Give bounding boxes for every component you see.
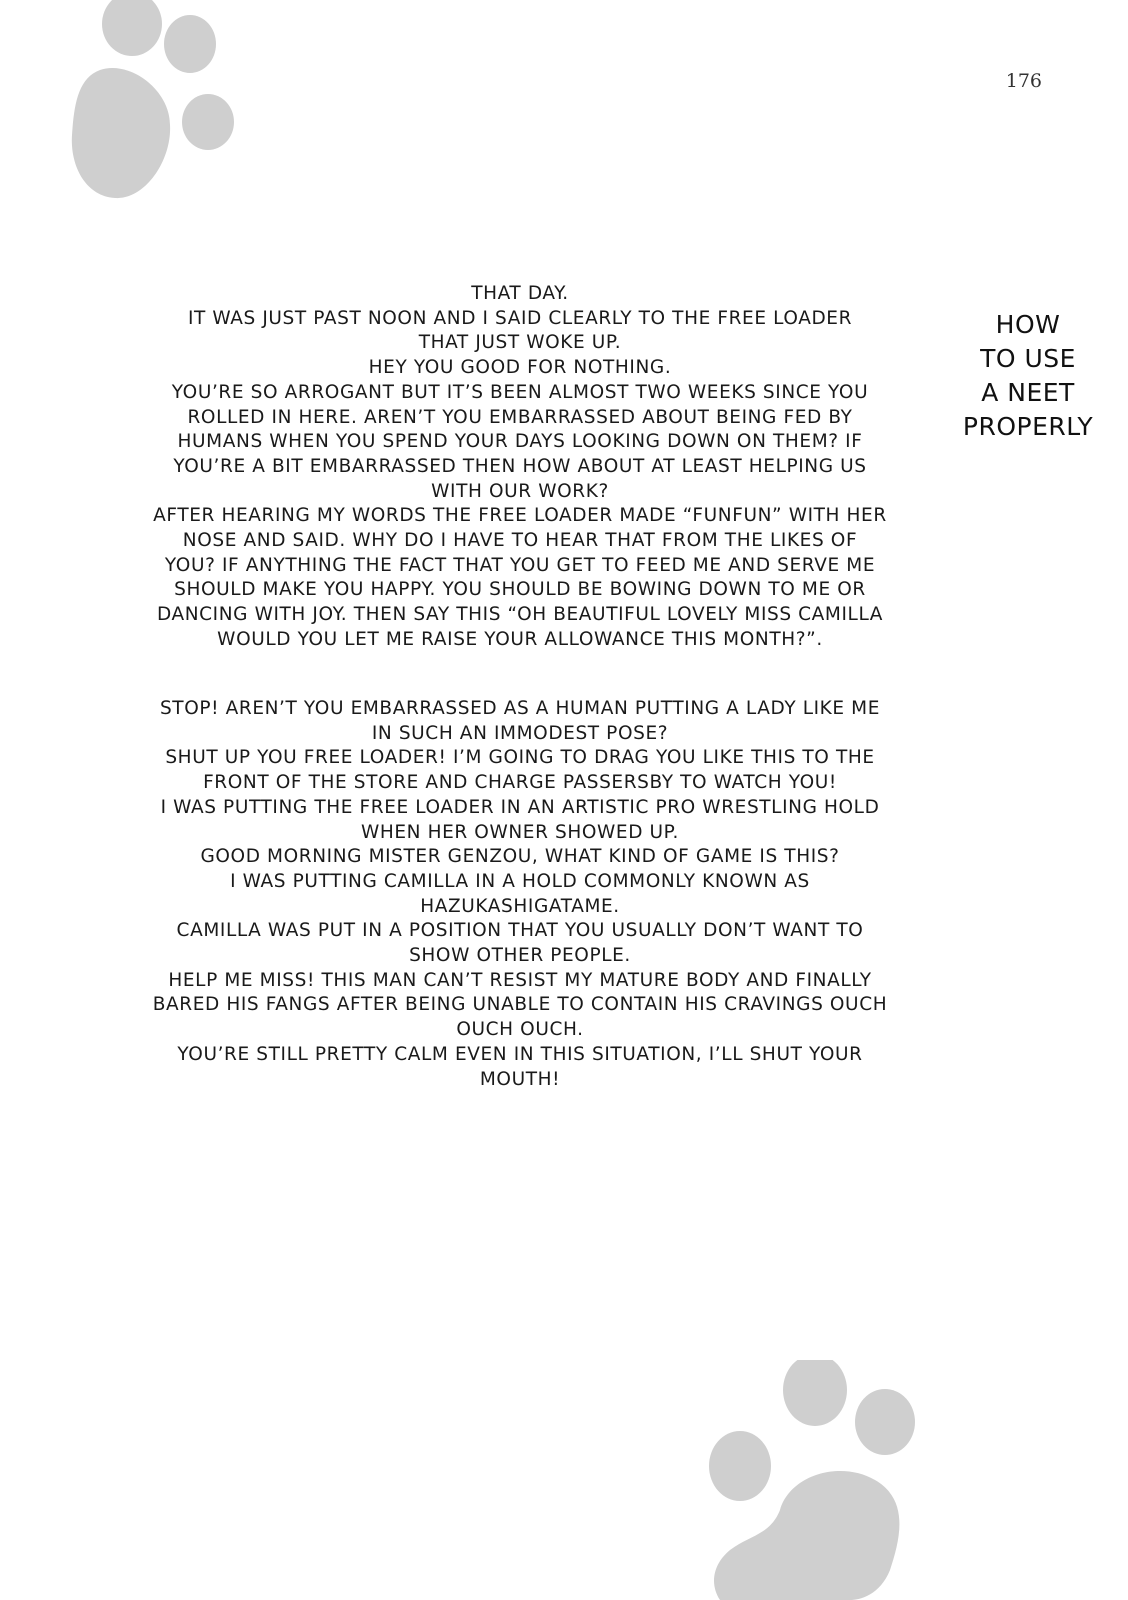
text-line: HAZUKASHIGATAME. bbox=[420, 895, 620, 917]
side-title-line: TO USE bbox=[980, 344, 1076, 373]
text-line: CAMILLA WAS PUT IN A POSITION THAT YOU USUALLY DON’T WANT TO bbox=[176, 920, 864, 942]
text-line: AFTER HEARING MY WORDS THE FREE LOADER MADE “FUNFUN” WITH HER bbox=[153, 505, 887, 527]
text-line: I WAS PUTTING THE FREE LOADER IN AN ARTISTIC PRO WRESTLING HOLD bbox=[160, 796, 880, 818]
text-line: WITH OUR WORK? bbox=[431, 480, 609, 502]
text-line: MOUTH! bbox=[479, 1068, 561, 1090]
side-title-line: HOW bbox=[995, 310, 1061, 339]
text-line: SHOW OTHER PEOPLE. bbox=[409, 945, 631, 967]
text-line: SHUT UP YOU FREE LOADER! I’M GOING TO DRAG YOU LIKE THIS TO THE bbox=[165, 747, 875, 769]
paw-toe-1 bbox=[102, 0, 162, 56]
text-line: IT WAS JUST PAST NOON AND I SAID CLEARLY TO THE FREE LOADER bbox=[187, 307, 853, 329]
text-line: WHEN HER OWNER SHOWED UP. bbox=[360, 821, 680, 843]
paw-toe-2 bbox=[164, 15, 216, 73]
text-line: HELP ME MISS! THIS MAN CAN’T RESIST MY MATURE BODY AND FINALLY bbox=[168, 969, 872, 991]
text-line: SHOULD MAKE YOU HAPPY. YOU SHOULD BE BOWING DOWN TO ME OR bbox=[174, 579, 866, 601]
text-line: OUCH OUCH. bbox=[456, 1019, 584, 1041]
paw-toe-3 bbox=[182, 94, 234, 150]
text-line: YOU’RE SO ARROGANT BUT IT’S BEEN ALMOST TWO WEEKS SINCE YOU bbox=[171, 381, 869, 403]
paw-toe-2 bbox=[855, 1389, 915, 1455]
text-line: THAT JUST WOKE UP. bbox=[418, 332, 622, 354]
side-title-line: PROPERLY bbox=[962, 412, 1094, 441]
text-line: YOU? IF ANYTHING THE FACT THAT YOU GET TO FEED ME AND SERVE ME bbox=[164, 554, 876, 576]
text-line: STOP! AREN’T YOU EMBARRASSED AS A HUMAN PUTTING A LADY LIKE ME bbox=[159, 698, 881, 719]
story-paragraph-1 bbox=[110, 282, 930, 653]
paw-toe-3 bbox=[709, 1431, 771, 1501]
paw-toe-1 bbox=[783, 1360, 847, 1426]
text-line: GOOD MORNING MISTER GENZOU, WHAT KIND OF GAME IS THIS? bbox=[200, 846, 840, 868]
text-line: IN SUCH AN IMMODEST POSE? bbox=[371, 722, 669, 744]
text-line: YOU’RE A BIT EMBARRASSED THEN HOW ABOUT AT LEAST HELPING US bbox=[173, 455, 867, 477]
side-title-line: A NEET bbox=[981, 378, 1075, 407]
text-line: FRONT OF THE STORE AND CHARGE PASSERSBY TO WATCH YOU! bbox=[203, 772, 837, 794]
text-line: I WAS PUTTING CAMILLA IN A HOLD COMMONLY KNOWN AS bbox=[230, 870, 810, 892]
paw-print-icon bbox=[700, 1360, 1128, 1600]
side-title bbox=[948, 308, 1108, 444]
text-line: BARED HIS FANGS AFTER BEING UNABLE TO CONTAIN HIS CRAVINGS OUCH bbox=[152, 994, 888, 1016]
text-line: WOULD YOU LET ME RAISE YOUR ALLOWANCE THIS MONTH?”. bbox=[217, 628, 823, 650]
page-number: 176 bbox=[1005, 70, 1042, 92]
text-line: YOU’RE STILL PRETTY CALM EVEN IN THIS SITUATION, I’LL SHUT YOUR bbox=[177, 1043, 863, 1065]
text-line: DANCING WITH JOY. THEN SAY THIS “OH BEAUTIFUL LOVELY MISS CAMILLA bbox=[156, 604, 884, 626]
text-line: ROLLED IN HERE. AREN’T YOU EMBARRASSED ABOUT BEING FED BY bbox=[187, 406, 853, 428]
paw-pad bbox=[72, 68, 170, 198]
text-line: THAT DAY. bbox=[471, 283, 569, 304]
text-line: HEY YOU GOOD FOR NOTHING. bbox=[368, 357, 672, 379]
text-line: NOSE AND SAID. WHY DO I HAVE TO HEAR THAT FROM THE LIKES OF bbox=[182, 530, 858, 552]
text-line: HUMANS WHEN YOU SPEND YOUR DAYS LOOKING DOWN ON THEM? IF bbox=[177, 431, 863, 453]
paw-print-icon bbox=[60, 0, 240, 210]
story-paragraph-2 bbox=[110, 697, 930, 1092]
